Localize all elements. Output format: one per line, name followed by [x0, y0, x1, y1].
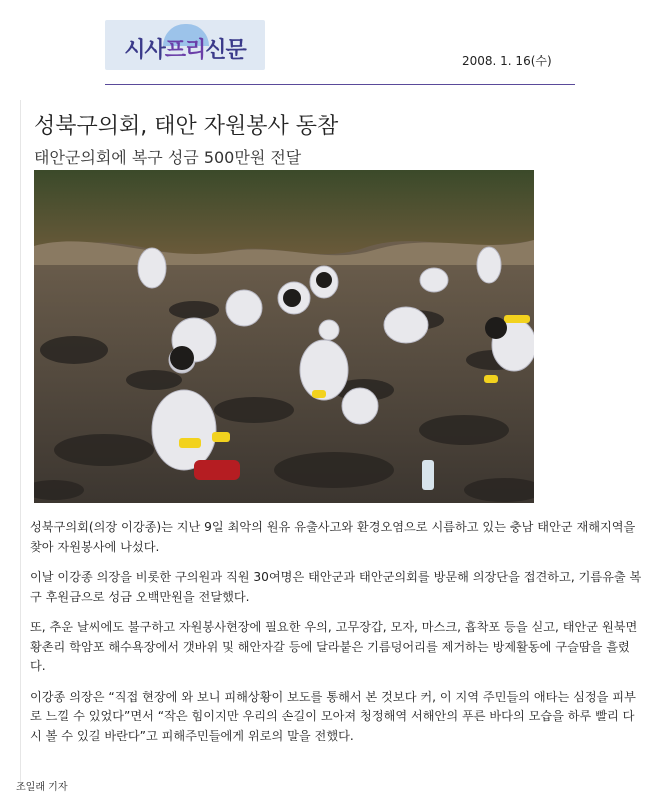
page-left-rule	[20, 100, 21, 790]
article-body	[30, 518, 642, 757]
article-headline: 성북구의회, 태안 자원봉사 동참	[34, 114, 339, 139]
publication-date: 2008. 1. 16(수)	[462, 54, 552, 68]
article-photo	[34, 170, 534, 503]
article-paragraph-3: 또, 추운 날씨에도 불구하고 자원봉사현장에 필요한 우의, 고무장갑, 모자, 마스크, 흡착포 등을 싣고, 태안군 원북면 황촌리 학암포 해수욕장에서 갯바위 및 해안자갈 등에 달라붙은 기름덩어리를 제거하는 방제활동에 구슬땀을 흘렸다.	[30, 620, 638, 673]
article-paragraph-2: 이날 이강종 의장을 비롯한 구의원과 직원 30여명은 태안군과 태안군의회를 방문해 의장단을 접견하고, 기름유출 복구 후원금으로 성금 오백만원을 전달했다.	[30, 570, 642, 604]
logo-text-part-2: 프리	[164, 38, 206, 63]
article-byline: 조일래 기자	[16, 782, 68, 793]
masthead-divider	[105, 84, 575, 85]
article-paragraph-4: 이강종 의장은 “직접 현장에 와 보니 피해상황이 보도를 통해서 본 것보다 커, 이 지역 주민들의 애타는 심정을 피부로 느낄 수 있었다”면서 “작은 힘이지만 우리의 손길이 모아져 청정해역 서해안의 푸른 바다의 모습을 하루 빨리 다시 볼 수 있길 바란다”고 피해주민들에게 위로의 말을 전했다.	[30, 689, 636, 743]
newspaper-logo	[105, 20, 265, 70]
photo-volunteers-icon	[34, 170, 534, 503]
article-subheadline: 태안군의회에 복구 성금 500만원 전달	[34, 148, 302, 167]
logo-text	[105, 33, 265, 64]
logo-text-part-3: 신문	[205, 38, 246, 63]
logo-text-part-1: 시사	[124, 38, 165, 63]
article-paragraph-1: 성북구의회(의장 이강종)는 지난 9일 최악의 원유 유출사고와 환경오염으로 시름하고 있는 충남 태안군 재해지역을 찾아 자원봉사에 나섰다.	[30, 520, 636, 554]
